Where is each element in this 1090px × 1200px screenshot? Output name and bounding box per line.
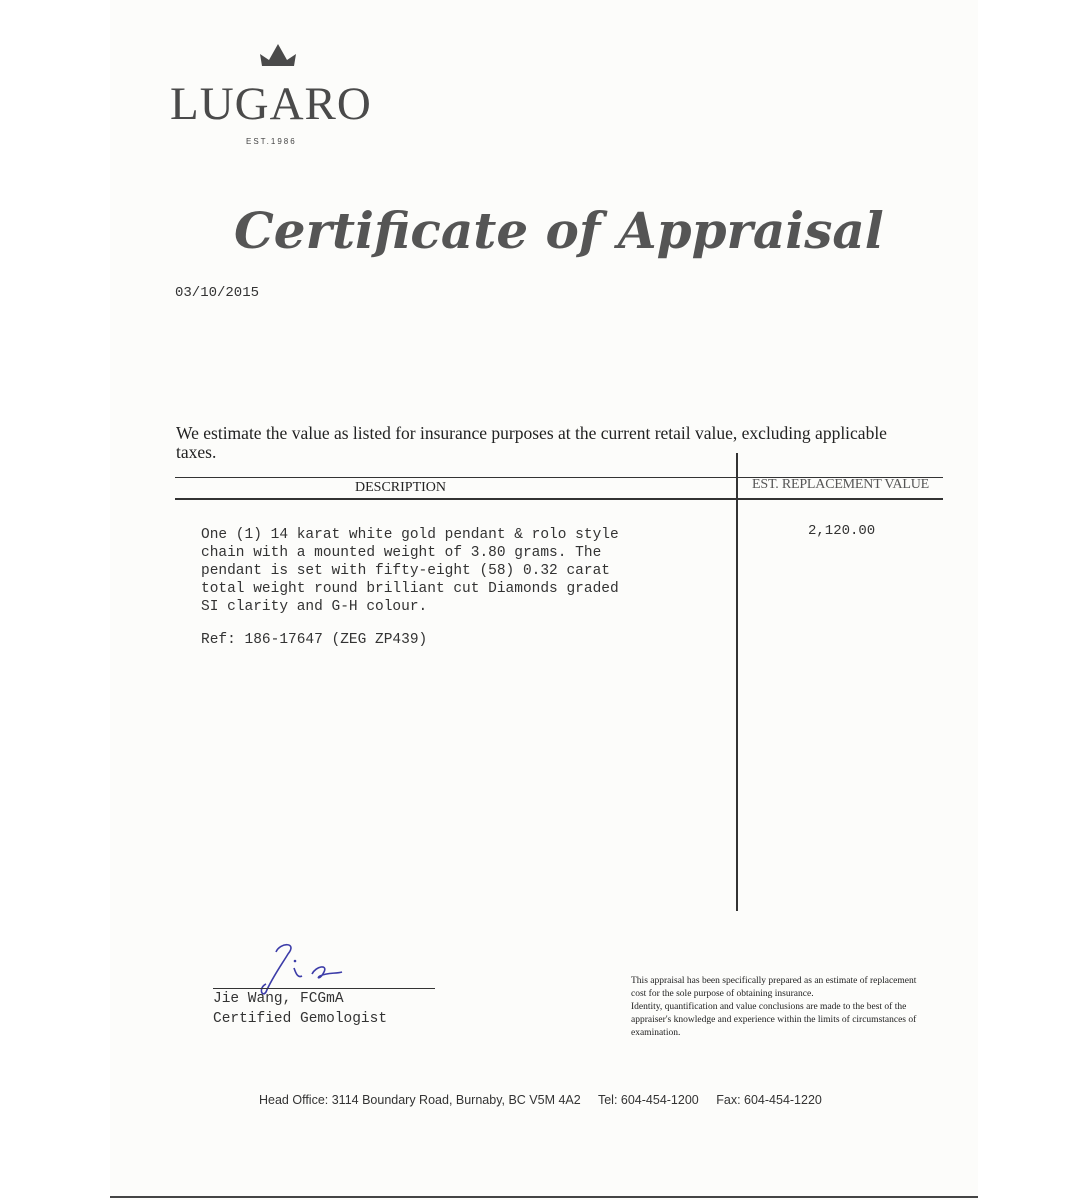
appraiser-title: Certified Gemologist <box>213 1011 388 1027</box>
appraiser-name: Jie Wang, FCGmA <box>213 991 344 1007</box>
telephone-number: Tel: 604-454-1200 <box>597 1093 699 1107</box>
disclaimer-purpose: This appraisal has been specifically prepared as an estimate of replacement cost for the sole purpose of obtaining insurance. <box>631 976 917 999</box>
fax-number: Fax: 604-454-1220 <box>716 1093 822 1107</box>
column-divider <box>736 453 738 911</box>
head-office-address: Head Office: 3114 Boundary Road, Burnaby, BC V5M 4A2 <box>259 1093 581 1107</box>
value-column-header: EST. REPLACEMENT VALUE <box>752 477 929 492</box>
appraisal-date: 03/10/2015 <box>175 285 260 301</box>
established-year: EST.1986 <box>246 137 297 146</box>
appraisal-disclaimer <box>631 975 931 1040</box>
table-header-rule <box>175 498 943 500</box>
disclaimer-limits: Identity, quantification and value conclusions are made to the best of the appraiser's knowledge and experience within the limits of circumstances of examination. <box>631 1002 917 1038</box>
description-column-header: DESCRIPTION <box>355 480 447 495</box>
crown-icon <box>258 44 298 68</box>
item-reference: Ref: 186-17647 (ZEG ZP439) <box>201 632 428 648</box>
page-bottom-edge <box>110 1196 978 1198</box>
appraiser-signature <box>258 938 348 998</box>
document-title: Certificate of Appraisal <box>234 201 884 260</box>
signature-line <box>213 988 435 989</box>
contact-footer <box>259 1093 836 1107</box>
intro-statement: We estimate the value as listed for insurance purposes at the current retail value, excluding applicable taxes. <box>176 423 887 462</box>
item-description: One (1) 14 karat white gold pendant & rolo style chain with a mounted weight of 3.80 grams. The pendant is set with fifty-eight (58) 0.32 carat total weight round brilliant cut Diamonds graded SI clarity and G-H colour. <box>201 527 619 615</box>
company-logo: LUGARO <box>170 78 372 130</box>
replacement-value: 2,120.00 <box>808 523 876 539</box>
